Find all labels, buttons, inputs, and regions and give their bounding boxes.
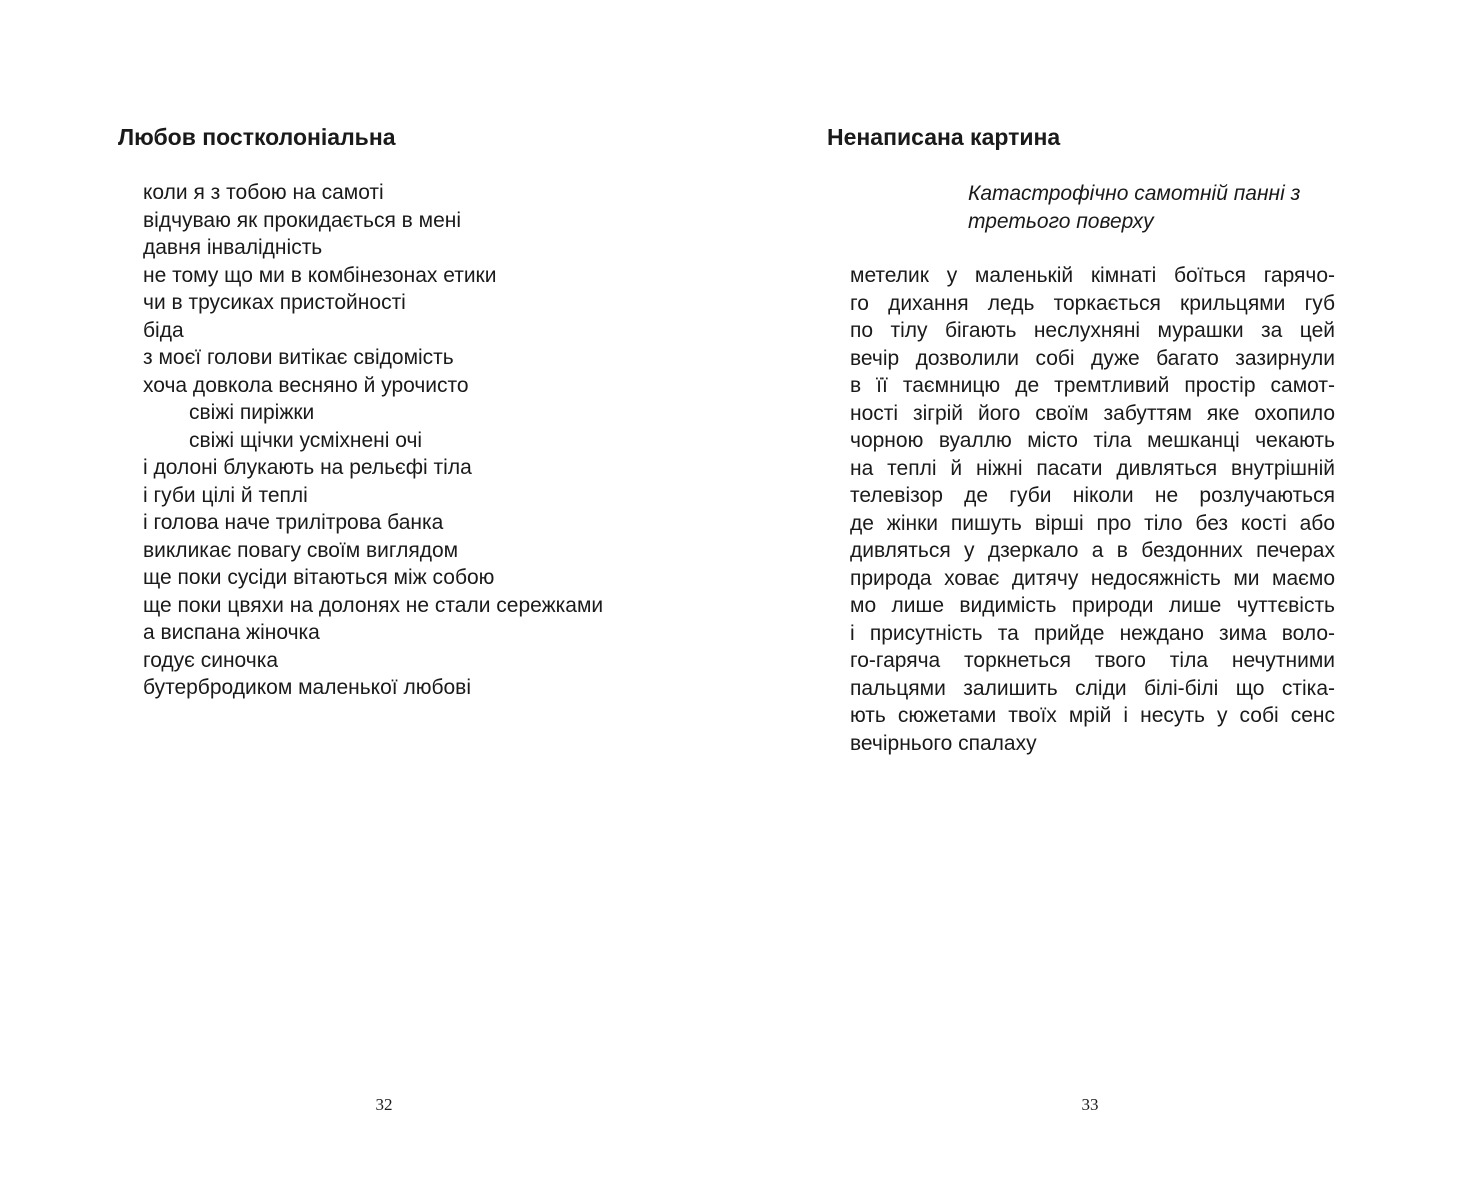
poem-line: і губи цілі й теплі xyxy=(143,483,308,507)
poem-line: годує синочка xyxy=(143,648,279,672)
prose-line: мо лише видимість природи лише чуттєвість xyxy=(850,594,1335,617)
prose-line: пальцями залишить сліди білі-білі що стіка- xyxy=(850,676,1335,700)
prose-line: природа ховає дитячу недосяжність ми маємо xyxy=(850,566,1335,590)
prose-line: го-гаряча торкнеться твого тіла нечутними xyxy=(850,649,1335,672)
poem-line: свіжі пиріжки xyxy=(189,401,315,424)
prose-line: метелик у маленькій кімнаті боїться гарячо- xyxy=(850,264,1335,287)
poem-line: чи в трусиках пристойності xyxy=(143,291,406,314)
page-number-left: 32 xyxy=(375,1095,393,1114)
epigraph-line: Катастрофічно самотній панні з xyxy=(968,182,1301,205)
poem-line: відчуваю як прокидається в мені xyxy=(143,208,462,232)
epigraph-line: третього поверху xyxy=(968,209,1154,233)
prose-line: і присутність та прийде неждано зима воло- xyxy=(850,621,1335,645)
prose-line: по тілу бігають неслухняні мурашки за цей xyxy=(850,319,1335,342)
poem-line: біда xyxy=(143,318,184,342)
poem-line: викликає повагу своїм виглядом xyxy=(143,538,459,562)
poem-line: і голова наче трилітрова банка xyxy=(143,511,444,534)
poem-line: з моєї голови витікає свідомість xyxy=(143,346,454,369)
poem-line: ще поки сусіди вітаються між собою xyxy=(143,566,495,589)
prose-line: в її таємницю де тремтливий простір самот- xyxy=(850,374,1335,397)
poem-line: і долоні блукають на рельєфі тіла xyxy=(143,456,472,479)
poem-line: хоча довкола весняно й урочисто xyxy=(143,373,469,397)
prose-line: го дихання ледь торкається крильцями губ xyxy=(850,291,1335,315)
right-page xyxy=(738,0,1476,1181)
poem-line: а виспана жіночка xyxy=(143,621,320,644)
prose-line: чорною вуаллю місто тіла мешканці чекають xyxy=(850,429,1335,452)
poem-body xyxy=(143,179,603,702)
poem-line: свіжі щічки усміхнені очі xyxy=(189,428,423,452)
poem-line: давня інвалідність xyxy=(143,236,323,259)
prose-line: вечір дозволили собі дуже багато зазирнули xyxy=(850,346,1335,370)
poem-line: бутербродиком маленької любові xyxy=(143,676,471,699)
prose-line: телевізор де губи ніколи не розлучаються xyxy=(850,484,1335,507)
poem-line: не тому що ми в комбінезонах етики xyxy=(143,263,497,287)
prose-line: на теплі й ніжні пасати дивляться внутрішній xyxy=(850,456,1335,480)
prose-line: ють сюжетами твоїх мрій і несуть у собі сенс xyxy=(850,704,1335,727)
prose-body xyxy=(850,262,1335,757)
poem-line: ще поки цвяхи на долонях не стали сережками xyxy=(143,593,604,617)
poem-line: коли я з тобою на самоті xyxy=(143,181,384,204)
prose-line: де жінки пишуть вірші про тіло без кості або xyxy=(850,511,1335,535)
prose-line: вечірнього спалаху xyxy=(850,731,1037,755)
page-number-right: 33 xyxy=(1081,1095,1099,1114)
prose-line: дивляться у дзеркало а в бездонних печерах xyxy=(850,539,1335,562)
epigraph xyxy=(968,180,1300,235)
poem-title-left: Любов постколоніальна xyxy=(118,124,396,150)
prose-line: ності зігрій його своїм забуттям яке охопило xyxy=(850,401,1335,425)
poem-title-right: Ненаписана картина xyxy=(827,124,1061,150)
